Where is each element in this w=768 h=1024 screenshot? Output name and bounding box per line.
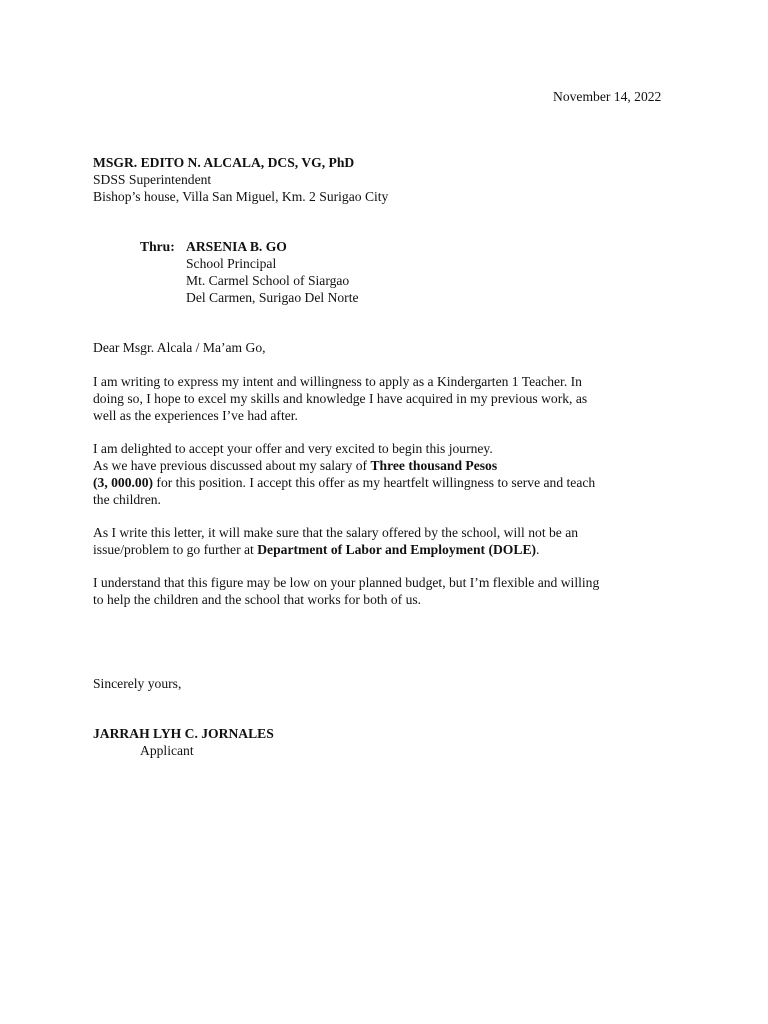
paragraph-salary-assurance	[93, 524, 673, 558]
thru-school: Mt. Carmel School of Siargao	[186, 273, 350, 288]
recipient-address: Bishop’s house, Villa San Miguel, Km. 2 Surigao City	[93, 189, 389, 204]
letter-date: November 14, 2022	[553, 89, 662, 104]
thru-label: Thru:	[140, 239, 175, 254]
dole-period: .	[536, 542, 540, 557]
paragraph-line: I understand that this figure may be low on your planned budget, but I’m flexible and willing	[93, 575, 600, 590]
thru-address: Del Carmen, Surigao Del Norte	[186, 290, 359, 305]
paragraph-intent	[93, 373, 673, 424]
salary-words: Three thousand Pesos	[370, 458, 498, 473]
paragraph-line: I am writing to express my intent and willingness to apply as a Kindergarten 1 Teacher. In	[93, 374, 582, 389]
salutation: Dear Msgr. Alcala / Ma’am Go,	[93, 340, 266, 355]
dole-name: Department of Labor and Employment (DOLE)	[257, 542, 537, 557]
signatory-role: Applicant	[140, 743, 194, 758]
closing: Sincerely yours,	[93, 676, 182, 691]
dole-intro-text: issue/problem to go further at	[93, 542, 258, 557]
recipient-title: SDSS Superintendent	[93, 172, 212, 187]
recipient-name: MSGR. EDITO N. ALCALA, DCS, VG, PhD	[93, 155, 355, 170]
paragraph-line	[93, 474, 673, 491]
paragraph-line	[93, 457, 673, 474]
thru-name: ARSENIA B. GO	[186, 239, 287, 254]
paragraph-line: I am delighted to accept your offer and very excited to begin this journey.	[93, 441, 493, 456]
paragraph-line: doing so, I hope to excel my skills and knowledge I have acquired in my previous work, as	[93, 391, 588, 406]
paragraph-line: the children.	[93, 492, 161, 507]
thru-title: School Principal	[186, 256, 277, 271]
salary-intro-text: As we have previous discussed about my salary of	[93, 458, 371, 473]
salary-amount: (3, 000.00)	[93, 475, 154, 490]
salary-continuation-text: for this position. I accept this offer as my heartfelt willingness to serve and teach	[153, 475, 596, 490]
paragraph-line: well as the experiences I’ve had after.	[93, 408, 298, 423]
paragraph-line	[93, 541, 673, 558]
paragraph-line: As I write this letter, it will make sure that the salary offered by the school, will not be an	[93, 525, 579, 540]
paragraph-offer	[93, 440, 673, 508]
signatory-name: JARRAH LYH C. JORNALES	[93, 726, 274, 741]
paragraph-budget	[93, 574, 673, 608]
paragraph-line: to help the children and the school that works for both of us.	[93, 592, 422, 607]
